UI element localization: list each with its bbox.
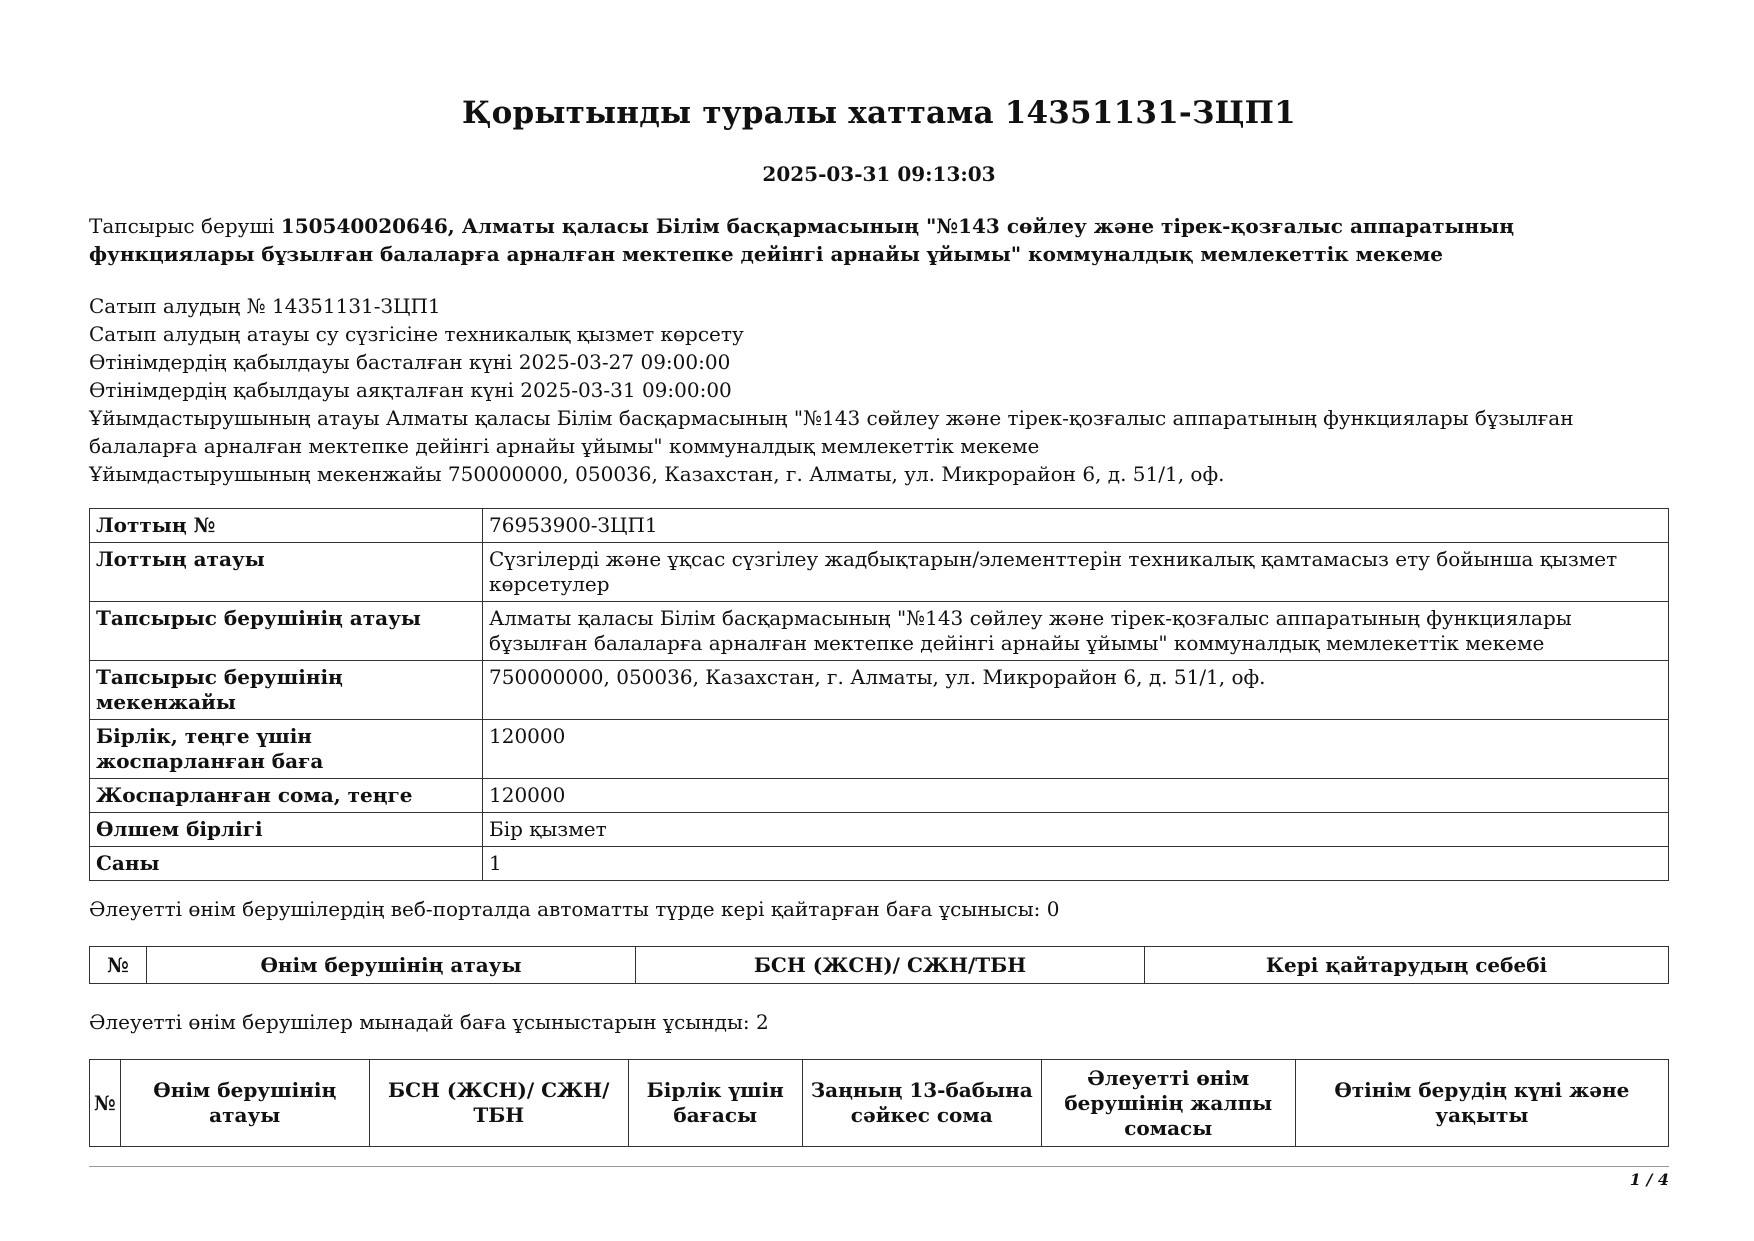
lot-table bbox=[89, 508, 1669, 881]
footer-divider bbox=[89, 1166, 1669, 1167]
lot-value: Сүзгілерді және ұқсас сүзгілеу жадбықтарын/элементтерін техникалық қамтамасыз ету бойынша қызмет көрсетулер bbox=[483, 543, 1669, 602]
col-supplier-name: Өнім берушінің атауы bbox=[120, 1060, 369, 1147]
lot-key: Лоттың атауы bbox=[90, 543, 483, 602]
table-header-row bbox=[90, 1060, 1669, 1147]
procurement-info bbox=[89, 292, 1669, 488]
lot-value: Бір қызмет bbox=[483, 813, 1669, 847]
table-row bbox=[90, 661, 1669, 720]
table-row bbox=[90, 813, 1669, 847]
col-total-sum: Әлеуетті өнім берушінің жалпы сомасы bbox=[1041, 1060, 1295, 1147]
lot-key: Жоспарланған сома, теңге bbox=[90, 779, 483, 813]
col-article-13-sum: Заңның 13-бабына сәйкес сома bbox=[802, 1060, 1041, 1147]
col-bin: БСН (ЖСН)/ СЖН/ТБН bbox=[636, 947, 1145, 984]
lot-value: 120000 bbox=[483, 779, 1669, 813]
document-datetime: 2025-03-31 09:13:03 bbox=[762, 162, 996, 186]
table-row bbox=[90, 543, 1669, 602]
table-header-row bbox=[90, 947, 1669, 984]
table-row bbox=[90, 602, 1669, 661]
rejected-offers-table bbox=[89, 946, 1669, 984]
table-row bbox=[90, 779, 1669, 813]
col-bin: БСН (ЖСН)/ СЖН/ТБН bbox=[369, 1060, 628, 1147]
lot-key: Өлшем бірлігі bbox=[90, 813, 483, 847]
procurement-number: Сатып алудың № 14351131-ЗЦП1 bbox=[89, 294, 441, 318]
table-row bbox=[90, 720, 1669, 779]
customer-block bbox=[89, 212, 1669, 268]
col-unit-price: Бірлік үшін бағасы bbox=[628, 1060, 802, 1147]
lot-key: Тапсырыс берушінің атауы bbox=[90, 602, 483, 661]
price-offers-text: Әлеуетті өнім берушілер мынадай баға ұсыныстарын ұсынды: 2 bbox=[89, 1010, 769, 1034]
lot-value: 120000 bbox=[483, 720, 1669, 779]
lot-value: 76953900-ЗЦП1 bbox=[483, 509, 1669, 543]
document-title: Қорытынды туралы хаттама 14351131-ЗЦП1 bbox=[462, 95, 1296, 131]
acceptance-end: Өтінімдердің қабылдауы аяқталған күні 2025-03-31 09:00:00 bbox=[89, 378, 732, 402]
lot-key: Тапсырыс берушінің мекенжайы bbox=[90, 661, 483, 720]
customer-label: Тапсырыс беруші bbox=[89, 214, 275, 238]
lot-key: Лоттың № bbox=[90, 509, 483, 543]
acceptance-start: Өтінімдердің қабылдауы басталған күні 2025-03-27 09:00:00 bbox=[89, 350, 731, 374]
lot-key: Бірлік, теңге үшін жоспарланған баға bbox=[90, 720, 483, 779]
col-number: № bbox=[90, 947, 147, 984]
customer-value: 150540020646, Алматы қаласы Білім басқармасының "№143 сөйлеу және тірек-қозғалыс аппаратының функциялары бұзылған балаларға арналған мектепке дейінгі арнайы ұйымы" коммуналдық мемлекеттік мекеме bbox=[89, 214, 1514, 266]
page-number: 1 / 4 bbox=[1629, 1170, 1669, 1189]
table-row bbox=[90, 847, 1669, 881]
lot-value: 750000000, 050036, Казахстан, г. Алматы, ул. Микрорайон 6, д. 51/1, оф. bbox=[483, 661, 1669, 720]
procurement-name: Сатып алудың атауы су сүзгісіне техникалық қызмет көрсету bbox=[89, 322, 744, 346]
organizer-address: Ұйымдастырушының мекенжайы 750000000, 050036, Казахстан, г. Алматы, ул. Микрорайон 6, д. 51/1, оф. bbox=[89, 462, 1225, 486]
table-row bbox=[90, 509, 1669, 543]
col-submission-datetime: Өтінім берудің күні және уақыты bbox=[1295, 1060, 1668, 1147]
lot-value: 1 bbox=[483, 847, 1669, 881]
organizer-name: Ұйымдастырушының атауы Алматы қаласы Білім басқармасының "№143 сөйлеу және тірек-қозғалыс аппаратының функциялары бұзылған балаларға арналған мектепке дейінгі арнайы ұйымы" коммуналдық мемлекеттік мекеме bbox=[89, 406, 1574, 458]
lot-key: Саны bbox=[90, 847, 483, 881]
lot-value: Алматы қаласы Білім басқармасының "№143 сөйлеу және тірек-қозғалыс аппаратының функциялары бұзылған балаларға арналған мектепке дейінгі арнайы ұйымы" коммуналдық мемлекеттік мекеме bbox=[483, 602, 1669, 661]
rejected-offers-text: Әлеуетті өнім берушілердің веб-порталда автоматты түрде кері қайтарған баға ұсынысы: 0 bbox=[89, 897, 1060, 921]
col-number: № bbox=[90, 1060, 121, 1147]
col-reject-reason: Кері қайтарудың себебі bbox=[1145, 947, 1669, 984]
col-supplier-name: Өнім берушінің атауы bbox=[147, 947, 636, 984]
price-offers-table bbox=[89, 1059, 1669, 1147]
